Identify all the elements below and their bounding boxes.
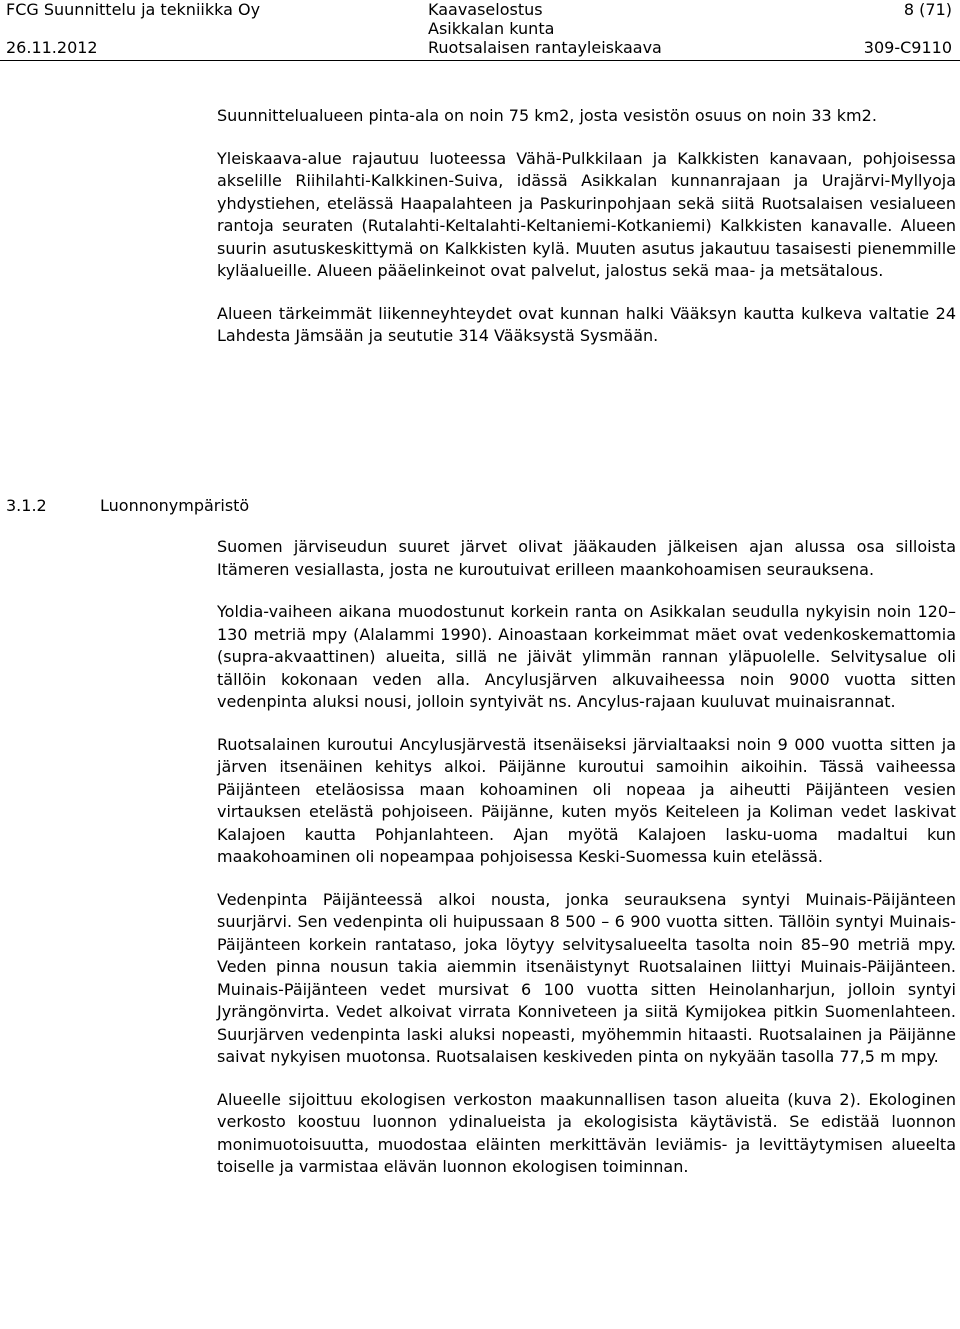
document-type: Kaavaselostus [428, 0, 543, 19]
paragraph: Yleiskaava-alue rajautuu luoteessa Vähä-Pulkkilaan ja Kalkkisten kanavaan, pohjoisessa akselille Riihilahti-Kalkkinen-Suiva, idässä Asikkalan kunnanrajaan ja Urajärvi-Myllyoja yhdystiehen, etelässä Haapalahteen ja Paskurinpohjaan sekä siitä Ruotsalaisen vesialueen rantoja seuraten (Rutalahti-Keltalahti-Keltaniemi-Kotkaniemi) Kalkkisten kanavalle. Alueen suurin asutuskeskittymä on Kalkkisten kylä. Muuten asutus jakautuu tasaisesti pienemmille kyläalueille. Alueen pääelinkeinot ovat palvelut, jalostus sekä maa- ja metsätalous. [217, 148, 956, 280]
page-number: 8 (71) [903, 0, 952, 19]
paragraph: Alueen tärkeimmät liikenneyhteydet ovat kunnan halki Vääksyn kautta kulkeva valtatie 24 Lahdesta Jämsään ja seututie 314 Vääksystä Sysmään. [217, 303, 956, 345]
company-name: FCG Suunnittelu ja tekniikka Oy [6, 0, 261, 19]
document-date: 26.11.2012 [6, 38, 98, 57]
project-code: 309-C9110 [863, 38, 952, 57]
section-title: Luonnonympäristö [100, 496, 250, 515]
intro-body [217, 105, 956, 368]
paragraph: Suomen järviseudun suuret järvet olivat jääkauden jälkeisen ajan alussa osa silloista Itämeren vesiallasta, josta ne kuroutuivat erilleen maankohoamisen seurauksena. [217, 537, 956, 579]
paragraph: Alueelle sijoittuu ekologisen verkoston maakunnallisen tason alueita (kuva 2). Ekologinen verkosto koostuu luonnon ydinalueista ja ekologisista käytävistä. Se edistää luonnon monimuotoisuutta, muodostaa eläinten merkittävän leviämis- ja levittäytymisen alueelta toiselle ja varmistaa elävän luonnon ekologisen toiminnan. [217, 1089, 956, 1176]
paragraph: Vedenpinta Päijänteessä alkoi nousta, jonka seurauksena syntyi Muinais-Päijänteen suurjärvi. Sen vedenpinta oli huipussaan 8 500 – 6 900 vuotta sitten. Tällöin syntyi Muinais-Päijänteen korkein rantataso, joka löytyy selvitysalueelta tasolta noin 85–90 metriä mpy. Veden pinna nousun takia aiemmin itsenäistynyt Ruotsalainen liittyi Muinais-Päijänteen. Muinais-Päijänteen vedet mursivat 6 100 vuotta sitten Heinolanharjun, jolloin syntyi Jyrängönvirta. Vedet alkoivat virrata Konniveteen ja siitä Kymijokea pitkin Suomenlahteen. Suurjärven vedenpinta laski aluksi nopeasti, myöhemmin hitaasti. Ruotsalainen ja Päijänne saivat nykyisen muotonsa. Ruotsalaisen keskiveden pinta on nykyään tasolla 77,5 m mpy. [217, 889, 956, 1066]
paragraph: Ruotsalainen kuroutui Ancylusjärvestä itsenäiseksi järvialtaaksi noin 9 000 vuotta sitten ja järven itsenäinen kehitys alkoi. Päijänne kuroutui samoihin aikoihin. Tässä vaiheessa Päijänteen eteläosissa maan kohoaminen oli nopeaa ja aiheutti Päijänteen vesien virtauksen etelästä pohjoiseen. Päijänne, kuten myös Keiteleen ja Koliman vedet laskivat Kalajoen kautta Pohjanlahteen. Ajan myötä Kalajoen lasku-uoma madaltui kun maakohoaminen oli nopeampaa pohjoisessa Keski-Suomessa kuin etelässä. [217, 734, 956, 866]
section-number: 3.1.2 [6, 496, 47, 515]
paragraph: Suunnittelualueen pinta-ala on noin 75 km2, josta vesistön osuus on noin 33 km2. [217, 106, 877, 125]
municipality-name: Asikkalan kunta [428, 19, 555, 38]
page-header [0, 0, 960, 58]
paragraph: Yoldia-vaiheen aikana muodostunut korkein ranta on Asikkalan seudulla nykyisin noin 120–130 metriä mpy (Alalammi 1990). Ainoastaan korkeimmat mäet ovat vedenkoskemattomia (supra-akvaattinen) alueita, sillä ne jäivät ylimmän rannan yläpuolelle. Selvitysalue oli tällöin kokonaan veden alla. Ancylusjärven alkuvaiheessa noin 9000 vuotta sitten vedenpinta aluksi nousi, jolloin syntyivät ns. Ancylus-rajaan kuuluvat muinaisrannat. [217, 602, 956, 711]
section-body [217, 536, 956, 1199]
header-divider [0, 60, 960, 61]
plan-name: Ruotsalaisen rantayleiskaava [428, 38, 662, 57]
